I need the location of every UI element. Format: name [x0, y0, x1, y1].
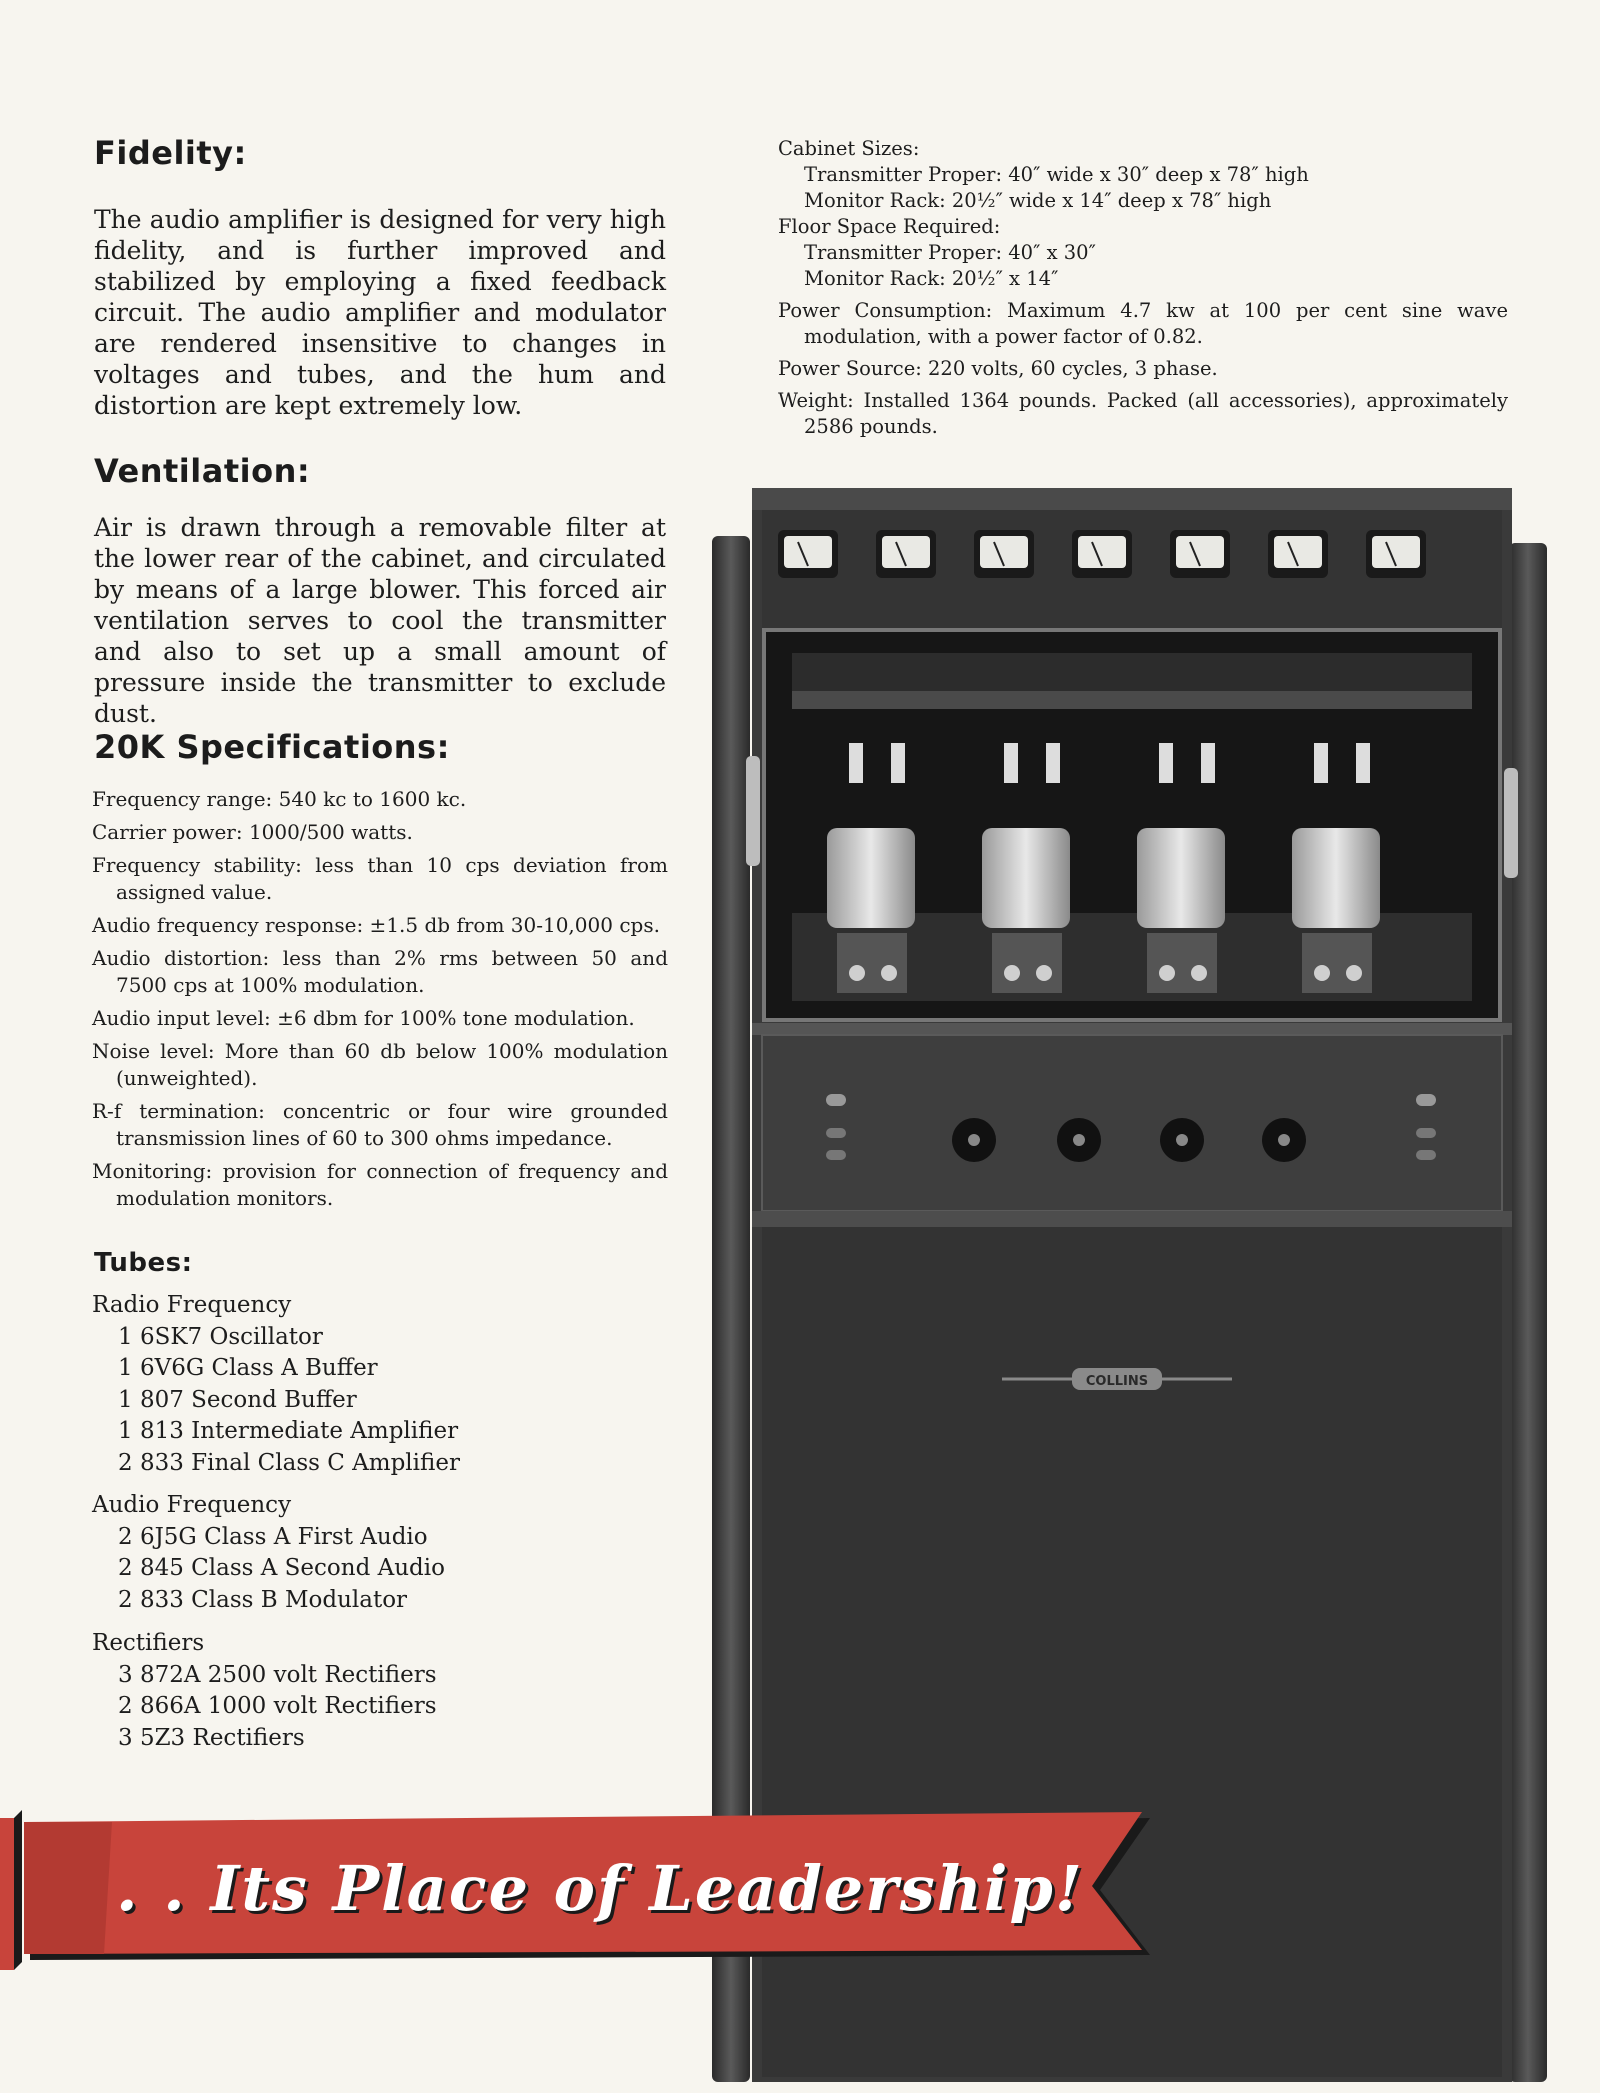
- nameplate-text: COLLINS: [1085, 1374, 1149, 1389]
- fidelity-text: The audio amplifier is designed for very high fidelity, and is further improved and stabilized by employing a fixed feedback circuit. The audio amplifier and modulator are rendered insensitive to changes in voltages and tubes, and the hum and distortion are kept extremely low.: [94, 205, 666, 420]
- tube-group-title: Radio Frequency: [92, 1292, 292, 1318]
- spec-item: Audio frequency response: ±1.5 db from 30-10,000 cps.: [92, 913, 660, 937]
- spec-item: R-f termination: concentric or four wire grounded transmission lines of 60 to 300 ohms impedance.: [92, 1099, 668, 1150]
- spec-item: Frequency stability: less than 10 cps deviation from assigned value.: [92, 853, 668, 904]
- spec-item: Audio distortion: less than 2% rms between 50 and 7500 cps at 100% modulation.: [92, 946, 668, 997]
- slogan-main: Its Place of Leadership!: [210, 1852, 1085, 1925]
- tube-item: 1 813 Intermediate Amplifier: [118, 1418, 459, 1444]
- spec-item: Frequency range: 540 kc to 1600 kc.: [92, 787, 467, 811]
- tubes-heading: Tubes:: [94, 1248, 193, 1278]
- cabinet-monitor: Monitor Rack: 20½″ wide x 14″ deep x 78″ high: [804, 189, 1272, 212]
- floor-transmitter: Transmitter Proper: 40″ x 30″: [804, 241, 1096, 264]
- ventilation-text: Air is drawn through a removable filter at the lower rear of the cabinet, and circulated by means of a large blower. This forced air ventilation serves to cool the transmitter and also to set up a small amount of pressure inside the transmitter to exclude dust.: [94, 513, 666, 728]
- tube-item: 1 807 Second Buffer: [118, 1386, 357, 1413]
- power-consumption: Power Consumption: Maximum 4.7 kw at 100 per cent sine wave modulation, with a power factor of 0.82.: [778, 299, 1508, 348]
- tube-item: 2 6J5G Class A First Audio: [118, 1523, 428, 1550]
- spec-item: Carrier power: 1000/500 watts.: [92, 820, 413, 844]
- tube-group-title: Rectifiers: [92, 1630, 205, 1656]
- tube-group-title: Audio Frequency: [92, 1492, 292, 1518]
- spec-item: Audio input level: ±6 dbm for 100% tone modulation.: [92, 1006, 635, 1030]
- floor-space-label: Floor Space Required:: [778, 215, 1001, 238]
- specifications-heading: 20K Specifications:: [94, 728, 450, 766]
- tube-group-rectifiers: [92, 1628, 437, 1754]
- tube-item: 2 866A 1000 volt Rectifiers: [118, 1693, 437, 1719]
- cabinet-sizes-label: Cabinet Sizes:: [778, 137, 920, 160]
- cabinet-transmitter: Transmitter Proper: 40″ wide x 30″ deep x 78″ high: [804, 163, 1309, 186]
- fidelity-heading: Fidelity:: [94, 134, 247, 172]
- tube-item: 1 6V6G Class A Buffer: [118, 1355, 378, 1381]
- weight: Weight: Installed 1364 pounds. Packed (all accessories), approximately 2586 pounds.: [778, 389, 1508, 438]
- slogan-text: [116, 1843, 1126, 1935]
- tube-item: 3 5Z3 Rectifiers: [118, 1724, 305, 1751]
- right-specifications: [778, 136, 1508, 440]
- tube-item: 1 6SK7 Oscillator: [118, 1323, 323, 1350]
- floor-monitor: Monitor Rack: 20½″ x 14″: [804, 267, 1059, 290]
- ventilation-heading: Ventilation:: [94, 452, 311, 490]
- spec-item: Monitoring: provision for connection of frequency and modulation monitors.: [92, 1159, 668, 1210]
- tube-group-radio: [92, 1290, 460, 1479]
- tube-item: 2 845 Class A Second Audio: [118, 1555, 445, 1581]
- power-source: Power Source: 220 volts, 60 cycles, 3 phase.: [778, 357, 1218, 380]
- tube-group-audio: [92, 1490, 445, 1616]
- specifications-list: [92, 786, 668, 1218]
- tube-item: 2 833 Final Class C Amplifier: [118, 1449, 460, 1476]
- slogan-prefix: . .: [116, 1852, 187, 1925]
- tube-item: 3 872A 2500 volt Rectifiers: [118, 1661, 437, 1688]
- tube-item: 2 833 Class B Modulator: [118, 1586, 408, 1613]
- spec-item: Noise level: More than 60 db below 100% modulation (unweighted).: [92, 1039, 668, 1090]
